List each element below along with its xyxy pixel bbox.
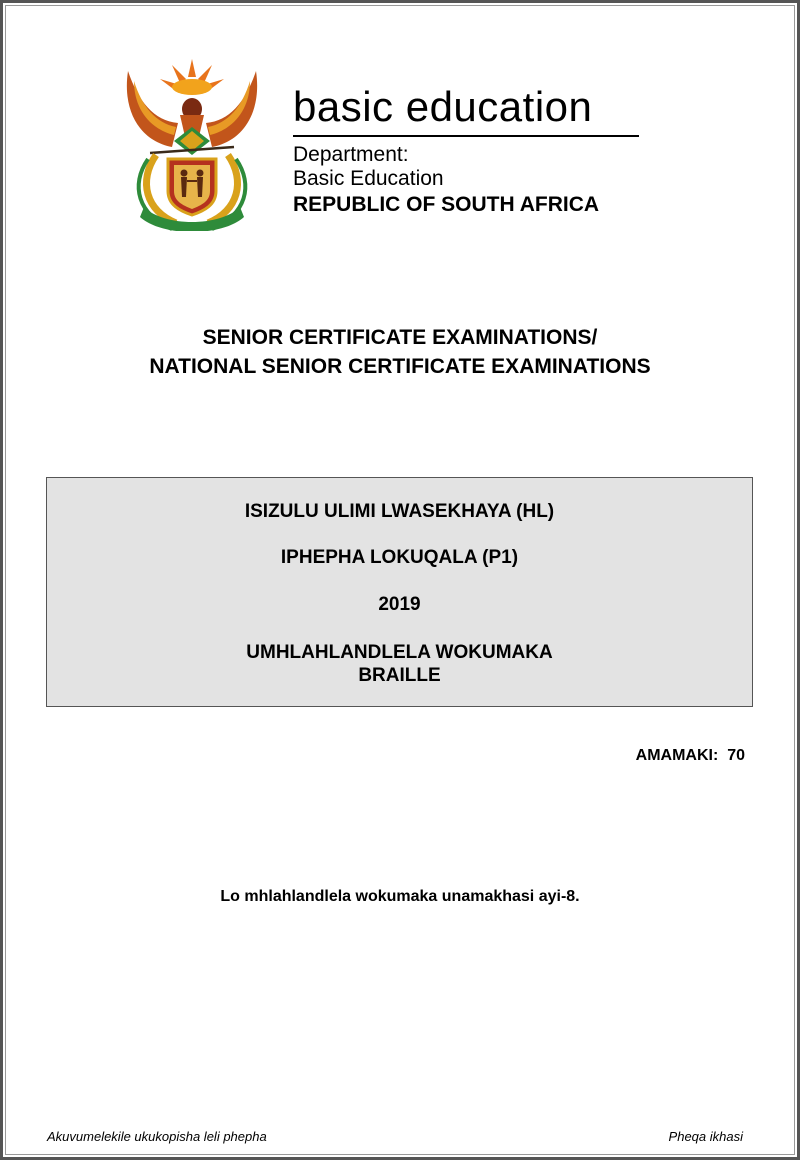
exam-year: 2019 — [378, 594, 421, 615]
guide-title-line-1: UMHLAHLANDLELA WOKUMAKA — [246, 642, 553, 663]
page-count-note: Lo mhlahlandlela wokumaka unamakhasi ayi-8. — [220, 888, 580, 905]
exam-title-line-2: NATIONAL SENIOR CERTIFICATE EXAMINATIONS — [149, 355, 651, 378]
brand-divider — [293, 135, 639, 137]
exam-title — [3, 323, 797, 381]
turn-over-note: Pheqa ikhasi — [668, 1129, 743, 1144]
department-brand — [293, 81, 643, 219]
brand-title: basic education — [293, 83, 593, 130]
total-marks: AMAMAKI: 70 — [635, 747, 745, 764]
copyright-notice: Akuvumelekile ukukopisha leli phepha — [47, 1129, 267, 1144]
guide-title-line-2: BRAILLE — [358, 665, 441, 686]
subject-name: ISIZULU ULIMI LWASEKHAYA (HL) — [244, 501, 555, 522]
country-name: REPUBLIC OF SOUTH AFRICA — [293, 193, 600, 216]
paper-number: IPHEPHA LOKUQALA (P1) — [280, 547, 519, 568]
coat-of-arms-icon — [120, 51, 264, 231]
department-name: Basic Education — [293, 167, 444, 190]
department-label: Department: — [293, 143, 409, 166]
paper-info-box — [46, 477, 753, 707]
exam-title-line-1: SENIOR CERTIFICATE EXAMINATIONS/ — [202, 326, 598, 349]
